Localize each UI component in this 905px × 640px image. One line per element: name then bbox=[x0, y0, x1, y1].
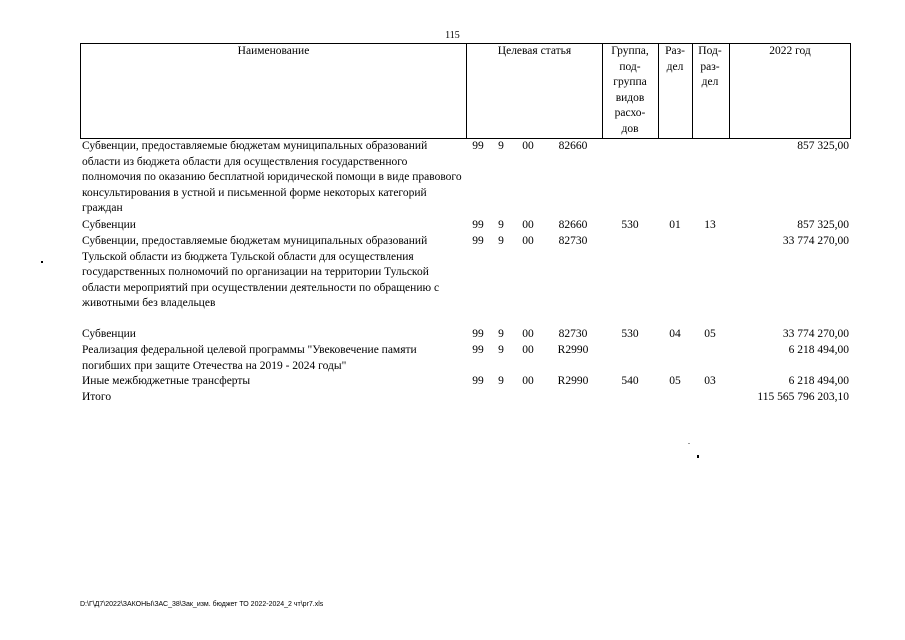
row-code-4: 82660 bbox=[558, 219, 588, 231]
row-code-3: 00 bbox=[522, 219, 534, 231]
row-code-1: 99 bbox=[472, 328, 484, 340]
row-name: Иные межбюджетные трансферты bbox=[82, 375, 251, 387]
row-code-2: 9 bbox=[498, 375, 504, 387]
row-code-1: 99 bbox=[472, 344, 484, 356]
row-code-1: 99 bbox=[472, 235, 484, 247]
row-code-2: 9 bbox=[498, 219, 504, 231]
row-subsection: 05 bbox=[704, 328, 716, 340]
header-divider bbox=[658, 43, 659, 139]
row-group: 530 bbox=[621, 328, 639, 340]
row-code-2: 9 bbox=[498, 235, 504, 247]
row-code-4: 82730 bbox=[558, 328, 588, 340]
row-code-2: 9 bbox=[498, 140, 504, 152]
scan-speck bbox=[697, 455, 699, 458]
row-section: 01 bbox=[669, 219, 681, 231]
header-divider bbox=[850, 43, 851, 139]
row-name: Субвенции bbox=[82, 219, 136, 231]
row-code-4: 82660 bbox=[558, 140, 588, 152]
row-subsection: 03 bbox=[704, 375, 716, 387]
row-code-1: 99 bbox=[472, 219, 484, 231]
row-group: 540 bbox=[621, 375, 639, 387]
row-amount: 857 325,00 bbox=[797, 140, 849, 152]
header-group: Группа, под- группа видов расхо- дов bbox=[611, 45, 649, 135]
header-name: Наименование bbox=[237, 45, 310, 57]
header-subsection: Под- раз- дел bbox=[698, 45, 722, 88]
row-code-4: R2990 bbox=[557, 344, 589, 356]
row-group: 530 bbox=[621, 219, 639, 231]
row-name: Субвенции bbox=[82, 328, 136, 340]
row-amount: 33 774 270,00 bbox=[782, 328, 849, 340]
row-amount: 857 325,00 bbox=[797, 219, 849, 231]
row-name: Субвенции, предоставляемые бюджетам муниципальных образований Тульской области из бюджета Тульской области для осуществления государственных полномочий по организации на территории Тульской области мероприятий при осуществлении деятельности по обращению с животными без владельцев bbox=[82, 235, 440, 309]
row-code-3: 00 bbox=[522, 140, 534, 152]
row-code-3: 00 bbox=[522, 235, 534, 247]
header-divider bbox=[602, 43, 603, 139]
row-subsection: 13 bbox=[704, 219, 716, 231]
total-label: Итого bbox=[82, 391, 112, 403]
file-path-footer: D:\Г\Д7\2022\ЗАКОНЫ\ЗАС_38\Зак_изм. бюджет ТО 2022-2024_2 чт\pr7.xls bbox=[80, 601, 324, 608]
row-name: Субвенции, предоставляемые бюджетам муниципальных образований области из бюджета области для осуществления государственного полномочия по оказанию бесплатной юридической помощи в виде правового консультирования в устной и письменной форме некоторых категорий граждан bbox=[82, 140, 462, 214]
row-section: 05 bbox=[669, 375, 681, 387]
row-code-4: R2990 bbox=[557, 375, 589, 387]
row-code-2: 9 bbox=[498, 344, 504, 356]
total-amount: 115 565 796 203,10 bbox=[757, 391, 849, 403]
row-code-1: 99 bbox=[472, 140, 484, 152]
row-amount: 6 218 494,00 bbox=[788, 375, 849, 387]
row-code-3: 00 bbox=[522, 344, 534, 356]
scan-speck bbox=[688, 443, 690, 444]
page-number: 115 bbox=[445, 30, 460, 41]
row-code-2: 9 bbox=[498, 328, 504, 340]
row-amount: 6 218 494,00 bbox=[788, 344, 849, 356]
row-code-3: 00 bbox=[522, 375, 534, 387]
header-year: 2022 год bbox=[769, 45, 811, 57]
row-code-3: 00 bbox=[522, 328, 534, 340]
row-code-1: 99 bbox=[472, 375, 484, 387]
row-amount: 33 774 270,00 bbox=[782, 235, 849, 247]
row-code-4: 82730 bbox=[558, 235, 588, 247]
row-section: 04 bbox=[669, 328, 681, 340]
scan-speck bbox=[41, 261, 43, 263]
header-target-article: Целевая статья bbox=[497, 45, 572, 57]
header-divider bbox=[692, 43, 693, 139]
header-section: Раз- дел bbox=[665, 45, 685, 73]
row-name: Реализация федеральной целевой программы "Увековечение памяти погибших при защите Отечества на 2019 - 2024 годы" bbox=[82, 344, 417, 372]
